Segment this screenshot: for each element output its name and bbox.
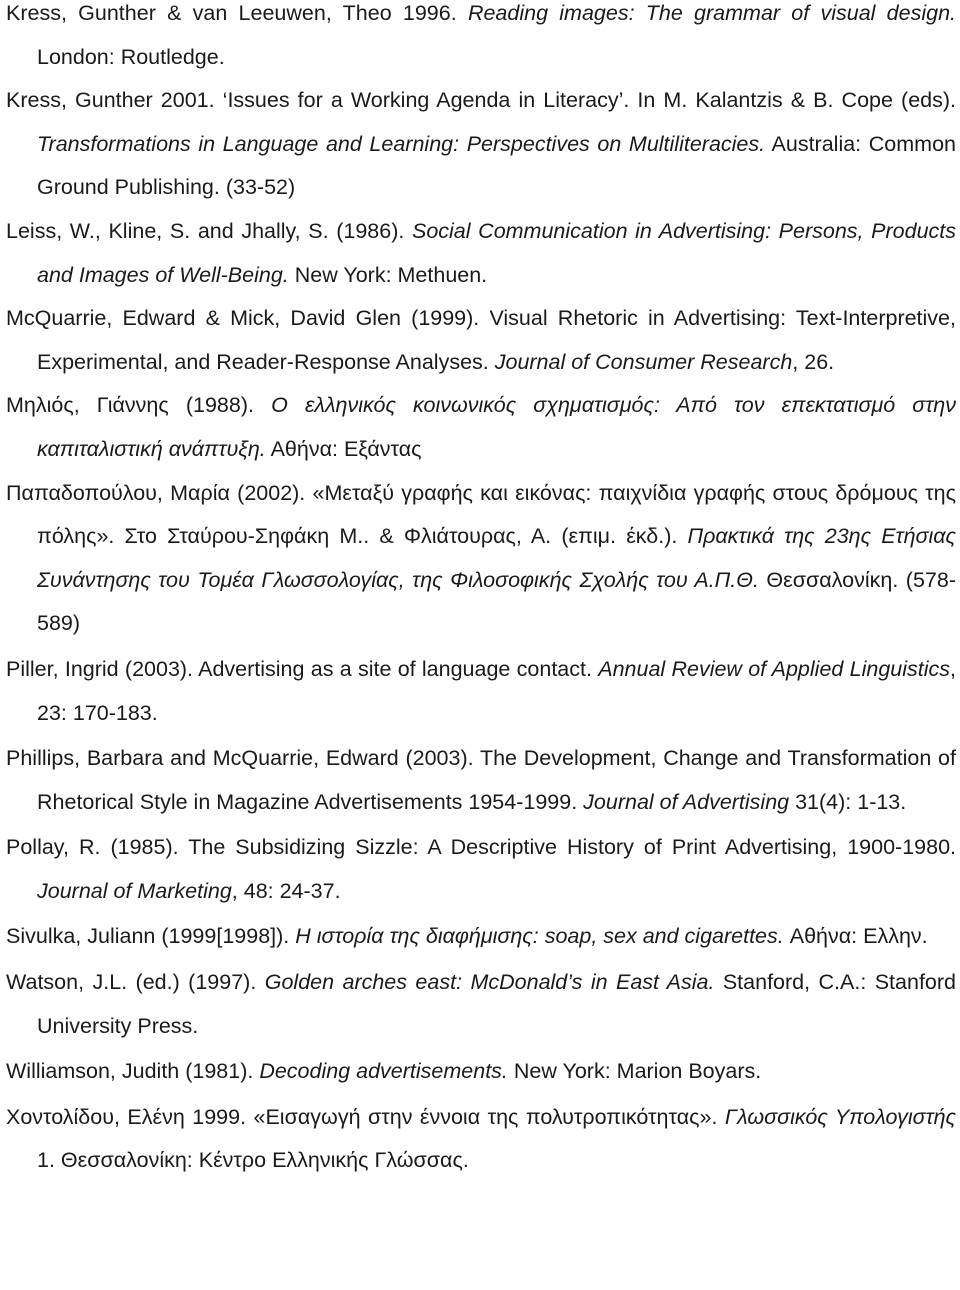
reference-text: Sivulka, Juliann (1999[1998]). — [6, 924, 296, 949]
reference-text: Αθήνα: Εξάντας — [265, 436, 422, 461]
reference-title: Social Communication in Advertising: Persons, Products and Images of Well-Being. — [37, 218, 956, 287]
reference-text: Αθήνα: Ελλην. — [783, 924, 928, 949]
reference-entry — [6, 79, 956, 210]
reference-entry — [6, 472, 956, 646]
reference-title: Golden arches east: McDonald’s in East Asia. — [264, 970, 715, 995]
reference-text: Australia: Common Ground Publishing. (33-52) — [37, 131, 956, 200]
reference-text: New York: Marion Boyars. — [507, 1059, 762, 1084]
reference-text: , 48: 24-37. — [231, 878, 341, 903]
reference-text: , 26. — [792, 349, 835, 374]
reference-text: Leiss, W., Kline, S. and Jhally, S. (1986). — [6, 218, 412, 243]
reference-entry — [6, 648, 956, 735]
reference-entry — [6, 826, 956, 913]
reference-text: Pollay, R. (1985). The Subsidizing Sizzle: A Descriptive History of Print Advertising, 1900-1980. — [6, 835, 956, 860]
reference-title: Ο ελληνικός κοινωνικός σχηματισμός: Από τον επεκτατισμό στην καπιταλιστική ανάπτυξη. — [37, 393, 956, 461]
reference-text: 31(4): 1-13. — [789, 789, 907, 814]
reference-title: Reading images: The grammar of visual design. — [467, 1, 956, 25]
reference-title: Annual Review of Applied Linguistics — [598, 656, 951, 681]
reference-entry — [6, 961, 956, 1048]
reference-title: Journal of Marketing — [37, 878, 232, 903]
reference-text: McQuarrie, Edward & Mick, David Glen (1999). Visual Rhetoric in Advertising: Text-Interpretive, Experimental, and Reader-Response Analyses. — [6, 306, 956, 374]
reference-entry — [6, 297, 956, 384]
reference-text: Kress, Gunther & van Leeuwen, Theo 1996. — [6, 1, 468, 25]
reference-title: Η ιστορία της διαφήμισης: soap, sex and cigarettes. — [295, 924, 784, 949]
reference-entry — [6, 915, 956, 959]
reference-text: Piller, Ingrid (2003). Advertising as a site of language contact. — [6, 656, 599, 681]
reference-text: New York: Methuen. — [288, 262, 488, 287]
reference-text: Stanford, C.A.: Stanford University Press. — [37, 970, 956, 1038]
reference-entry — [6, 384, 956, 471]
reference-text: Williamson, Judith (1981). — [6, 1059, 260, 1084]
reference-text: Μηλιός, Γιάννης (1988). — [6, 393, 272, 418]
reference-entry — [6, 737, 956, 824]
reference-text: , 23: 170-183. — [37, 656, 957, 725]
reference-text: Watson, J.L. (ed.) (1997). — [6, 970, 265, 995]
reference-text: Phillips, Barbara and McQuarrie, Edward (2003). The Development, Change and Transformation of Rhetorical Style in Magazine Advertisements 1954-1999. — [6, 746, 956, 814]
reference-title: Transformations in Language and Learning: Perspectives on Multiliteracies. — [37, 131, 766, 156]
reference-text: Kress, Gunther 2001. ‘Issues for a Working Agenda in Literacy’. In M. Kalantzis & B. Cope (eds). — [6, 88, 956, 113]
reference-title: Πρακτικά της 23ης Ετήσιας Συνάντησης του Τομέα Γλωσσολογίας, της Φιλοσοφικής Σχολής του Α.Π.Θ. — [37, 524, 956, 592]
reference-title: Decoding advertisements. — [259, 1059, 508, 1084]
reference-text: London: Routledge. — [37, 44, 225, 69]
reference-title: Journal of Advertising — [583, 789, 790, 814]
reference-text: Παπαδοπούλου, Μαρία (2002). «Μεταξύ γραφής και εικόνας: παιχνίδια γραφής στους δρόμους της πόλης». Στο Σταύρου-Σηφάκη Μ.. & Φλιάτουρας, Α. (επιμ. έκδ.). — [6, 480, 956, 549]
reference-entry — [6, 0, 956, 79]
reference-entry — [6, 210, 956, 297]
reference-entry — [6, 1050, 956, 1094]
reference-entry — [6, 1096, 956, 1183]
reference-text: Χοντολίδου, Ελένη 1999. «Εισαγωγή στην έννοια της πολυτροπικότητας». — [6, 1104, 725, 1129]
reference-text: 1. Θεσσαλονίκη: Κέντρο Ελληνικής Γλώσσας. — [37, 1148, 469, 1173]
reference-title: Journal of Consumer Research — [494, 349, 793, 374]
reference-title: Γλωσσικός Υπολογιστής — [724, 1104, 956, 1129]
reference-text: Θεσσαλονίκη. (578-589) — [37, 567, 956, 636]
